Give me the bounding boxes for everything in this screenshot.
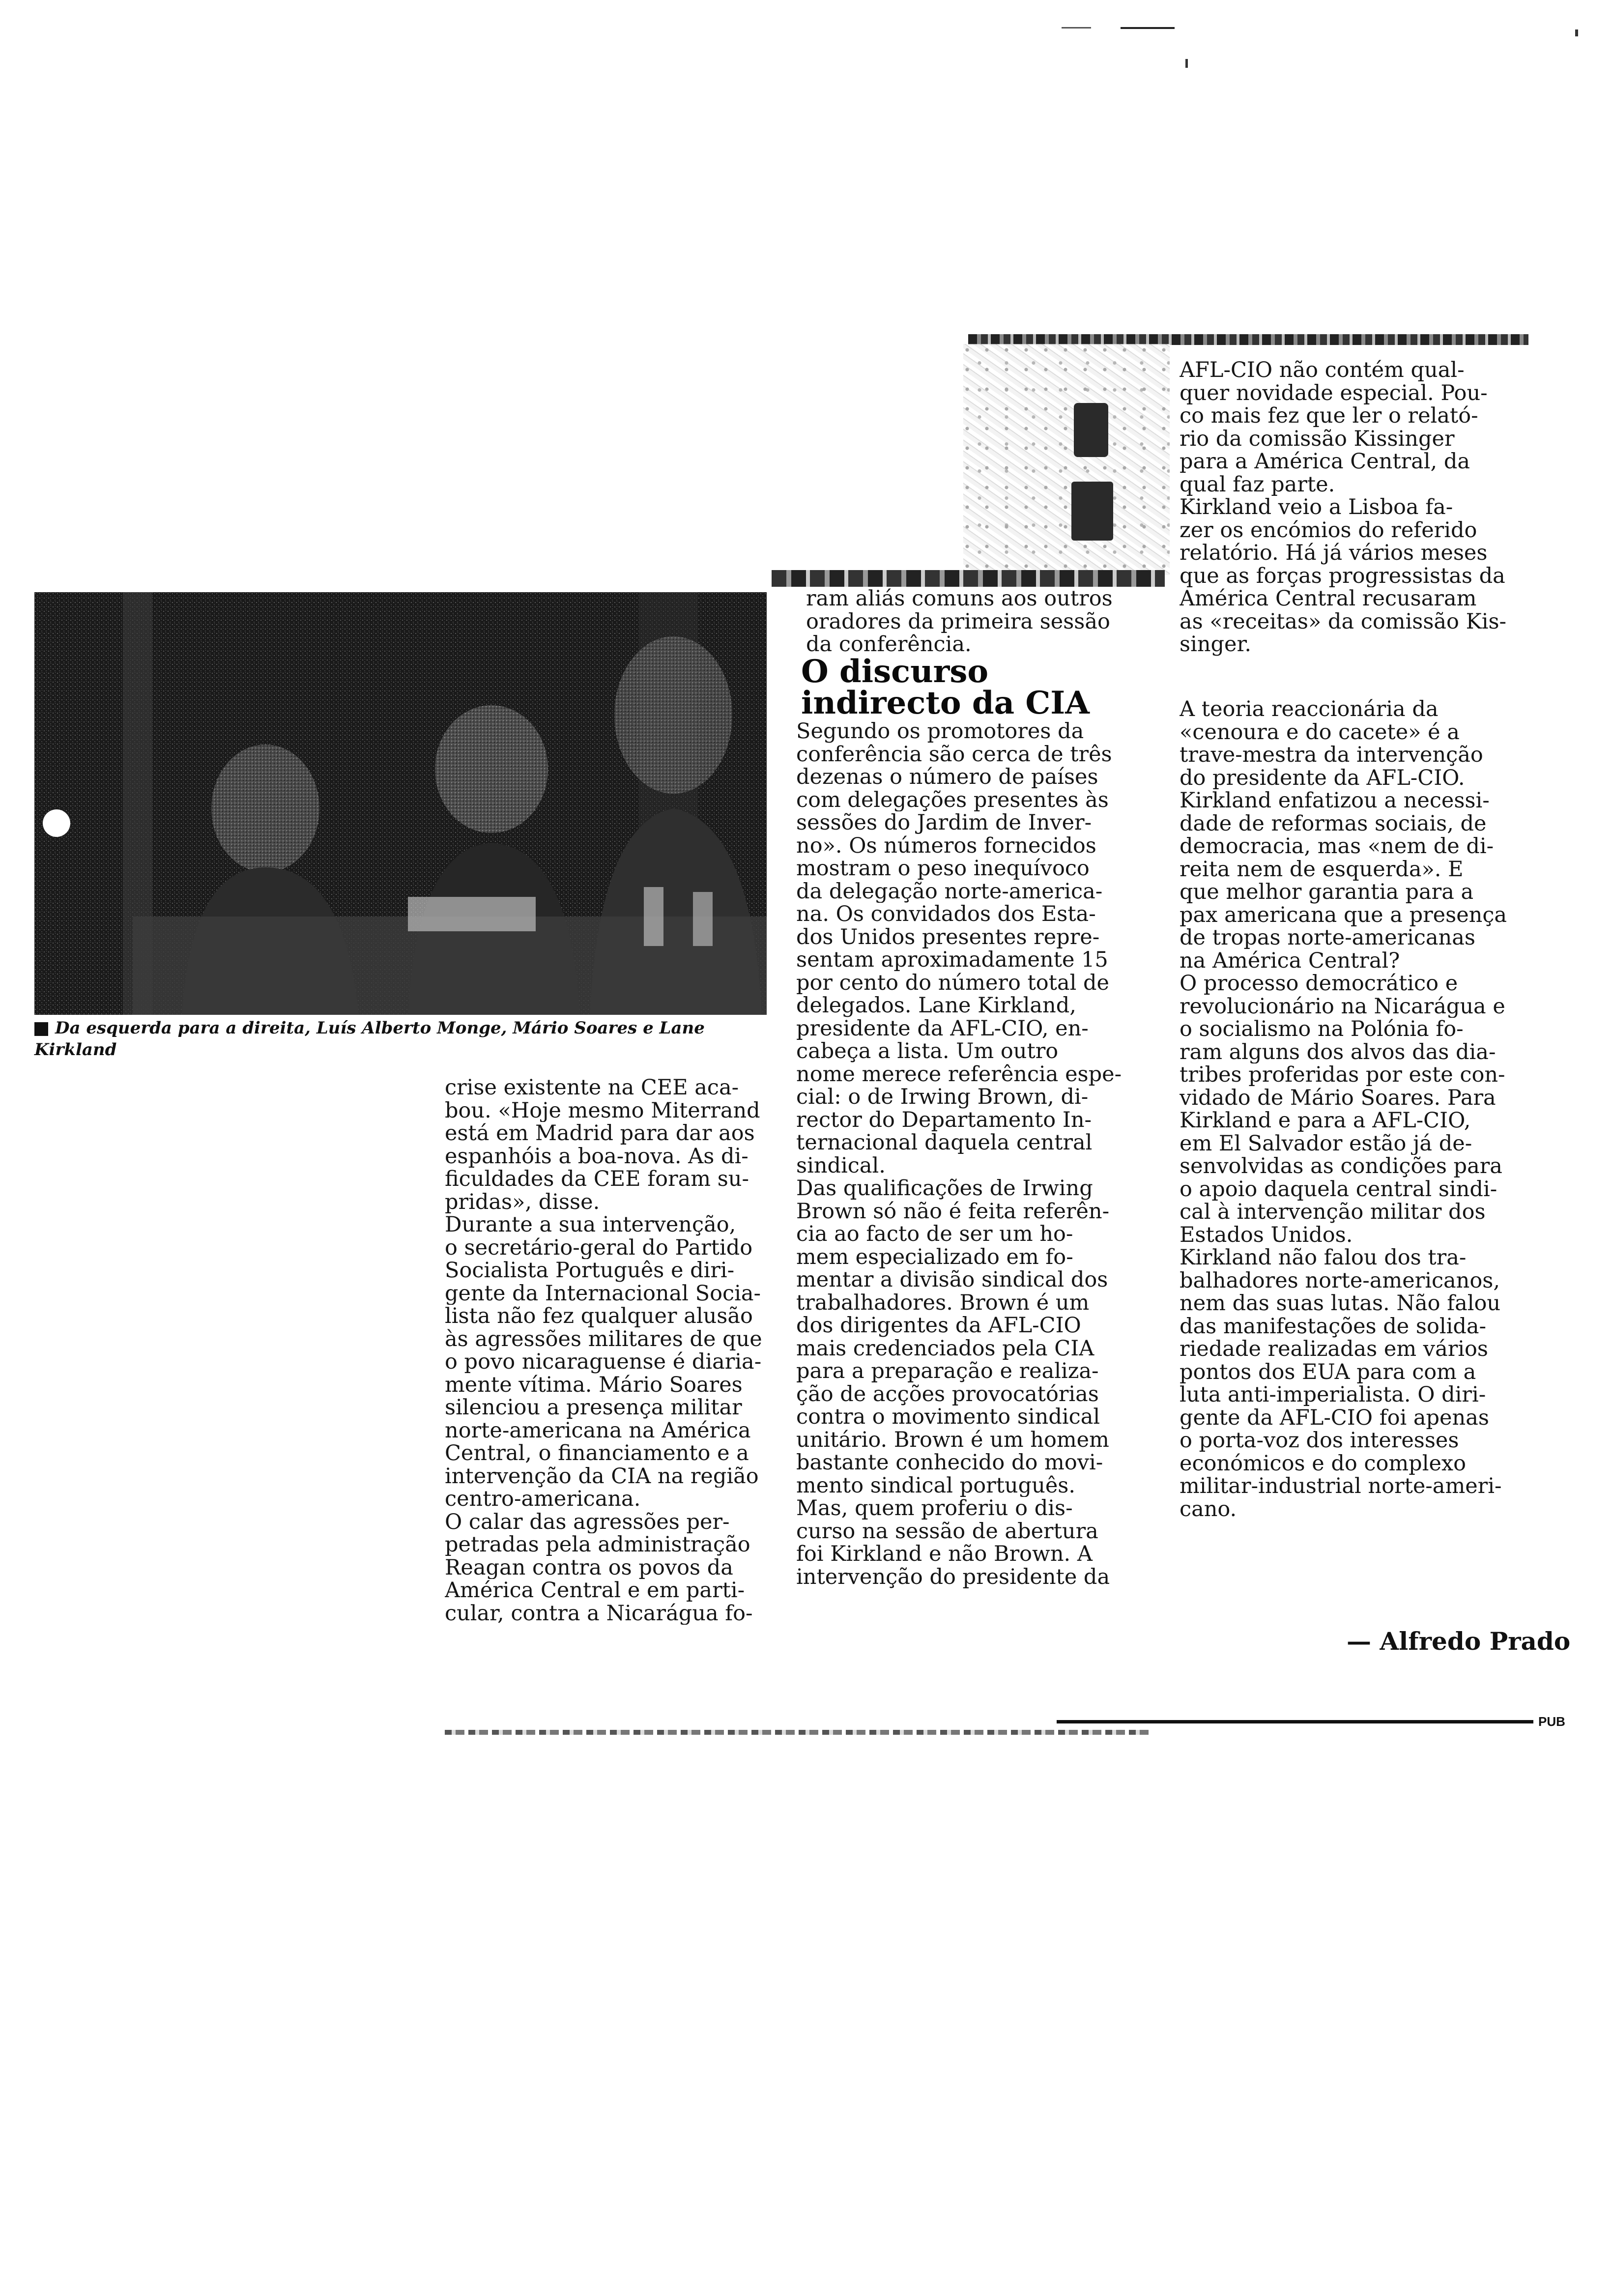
text-line: está em Madrid para dar aos bbox=[445, 1122, 755, 1145]
text-line: luta anti-imperialista. O diri- bbox=[1180, 1383, 1486, 1406]
text-line: sessões do Jardim de Inver- bbox=[796, 811, 1092, 834]
section-heading bbox=[801, 653, 1106, 721]
text-line: curso na sessão de abertura bbox=[796, 1520, 1098, 1543]
text-line: rector do Departamento In- bbox=[796, 1108, 1092, 1131]
text-line: espanhóis a boa-nova. As di- bbox=[445, 1145, 748, 1168]
text-line: nem das suas lutas. Não falou bbox=[1180, 1292, 1501, 1315]
text-line: pontos dos EUA para com a bbox=[1180, 1360, 1476, 1383]
text-line: cia ao facto de ser um ho- bbox=[796, 1223, 1073, 1246]
text-line: oradores da primeira sessão bbox=[806, 610, 1110, 633]
text-line: intervenção da CIA na região bbox=[445, 1464, 759, 1488]
text-line: o porta-voz dos interesses bbox=[1180, 1429, 1459, 1452]
text-line: dade de reformas sociais, de bbox=[1180, 812, 1487, 835]
text-line: mento sindical português. bbox=[796, 1474, 1076, 1497]
text-line: ção de acções provocatórias bbox=[796, 1382, 1099, 1406]
text-line: ram aliás comuns aos outros bbox=[806, 587, 1113, 610]
text-line: para a América Central, da bbox=[1180, 450, 1470, 473]
text-line: cal à intervenção militar dos bbox=[1180, 1201, 1486, 1224]
scan-mark-corner bbox=[1575, 29, 1578, 36]
text-line: América Central e em parti- bbox=[445, 1579, 745, 1602]
text-line: quer novidade especial. Pou- bbox=[1180, 381, 1488, 404]
bottom-rule-thick bbox=[1057, 1720, 1533, 1723]
text-line: das manifestações de solida- bbox=[1180, 1315, 1487, 1338]
text-line: da delegação norte-america- bbox=[796, 880, 1103, 903]
text-line: «cenoura e do cacete» é a bbox=[1180, 720, 1460, 744]
text-line: revolucionário na Nicarágua e bbox=[1180, 995, 1505, 1018]
text-line: mais credenciados pela CIA bbox=[796, 1337, 1094, 1360]
text-line: Mas, quem proferiu o dis- bbox=[796, 1497, 1073, 1520]
clipping-mid-edge bbox=[772, 570, 1165, 587]
column-top-right bbox=[1180, 359, 1524, 656]
text-line: qual faz parte. bbox=[1180, 473, 1335, 496]
text-line: o socialismo na Polónia fo- bbox=[1180, 1018, 1464, 1041]
text-line: zer os encómios do referido bbox=[1180, 518, 1477, 542]
text-line: na. Os convidados dos Esta- bbox=[796, 903, 1096, 926]
text-line: singer. bbox=[1180, 633, 1251, 656]
text-line: nome merece referência espe- bbox=[796, 1062, 1122, 1086]
text-line: vidado de Mário Soares. Para bbox=[1180, 1086, 1496, 1109]
text-line: cial: o de Irwing Brown, di- bbox=[796, 1086, 1089, 1109]
text-line: gente da Internacional Socia- bbox=[445, 1282, 761, 1305]
text-line: intervenção do presidente da bbox=[796, 1565, 1110, 1588]
text-line: às agressões militares de que bbox=[445, 1327, 762, 1350]
text-line: bou. «Hoje mesmo Miterrand bbox=[445, 1099, 760, 1122]
text-line: Durante a sua intervenção, bbox=[445, 1213, 736, 1236]
pub-label: PUB bbox=[1538, 1714, 1565, 1729]
text-line: América Central recusaram bbox=[1180, 587, 1477, 610]
photo-image bbox=[34, 592, 767, 1015]
text-line: o secretário-geral do Partido bbox=[445, 1236, 753, 1259]
text-line: pridas», disse. bbox=[445, 1190, 600, 1213]
text-line: relatório. Há já vários meses bbox=[1180, 542, 1488, 565]
text-line: balhadores norte-americanos, bbox=[1180, 1269, 1500, 1292]
text-line: de tropas norte-americanas bbox=[1180, 926, 1475, 949]
text-line: contra o movimento sindical bbox=[796, 1406, 1100, 1429]
text-line: rio da comissão Kissinger bbox=[1180, 427, 1455, 450]
text-line: co mais fez que ler o relató- bbox=[1180, 404, 1478, 428]
text-line: que as forças progressistas da bbox=[1180, 564, 1505, 587]
text-line: ram alguns dos alvos das dia- bbox=[1180, 1040, 1496, 1063]
text-line: lista não fez qualquer alusão bbox=[445, 1305, 753, 1328]
text-line: centro-americana. bbox=[445, 1488, 641, 1511]
text-line: cano. bbox=[1180, 1497, 1237, 1521]
text-line: Reagan contra os povos da bbox=[445, 1556, 733, 1579]
text-line: tribes proferidas por este con- bbox=[1180, 1063, 1505, 1087]
text-line: O processo democrático e bbox=[1180, 972, 1458, 995]
scan-mark-dot bbox=[1185, 59, 1188, 68]
text-line: A teoria reaccionária da bbox=[1180, 698, 1439, 721]
text-line: crise existente na CEE aca- bbox=[445, 1076, 739, 1099]
text-line: sentam aproximadamente 15 bbox=[796, 948, 1108, 972]
text-line: da conferência. bbox=[806, 633, 972, 656]
text-line: o povo nicaraguense é diaria- bbox=[445, 1350, 762, 1374]
text-line: do presidente da AFL-CIO. bbox=[1180, 766, 1465, 789]
text-line: Kirkland enfatizou a necessi- bbox=[1180, 789, 1490, 812]
column-middle bbox=[796, 720, 1150, 1588]
text-line: militar-industrial norte-ameri- bbox=[1180, 1475, 1502, 1498]
text-line: senvolvidas as condições para bbox=[1180, 1155, 1502, 1178]
text-line: mente vítima. Mário Soares bbox=[445, 1373, 743, 1396]
text-line: dos dirigentes da AFL-CIO bbox=[796, 1314, 1081, 1337]
scan-mark-top bbox=[1121, 27, 1175, 29]
text-line: Estados Unidos. bbox=[1180, 1223, 1353, 1246]
text-line: dos Unidos presentes repre- bbox=[796, 925, 1100, 948]
column-top-middle bbox=[806, 587, 1150, 656]
signature-text: Alfredo Prado bbox=[1380, 1627, 1571, 1656]
text-line: gente da AFL-CIO foi apenas bbox=[1180, 1406, 1489, 1429]
text-line: dezenas o número de países bbox=[796, 766, 1098, 789]
clipping-top-edge bbox=[968, 334, 1528, 345]
text-line: unitário. Brown é um homem bbox=[796, 1428, 1109, 1451]
text-line: em El Salvador estão já de- bbox=[1180, 1132, 1472, 1155]
text-line: Socialista Português e diri- bbox=[445, 1259, 735, 1282]
text-line: mem especializado em fo- bbox=[796, 1245, 1073, 1268]
text-line: pax americana que a presença bbox=[1180, 903, 1507, 926]
text-line: por cento do número total de bbox=[796, 971, 1109, 994]
bottom-edge-left bbox=[445, 1730, 1152, 1735]
text-line: com delegações presentes às bbox=[796, 788, 1109, 811]
signature-dash: — bbox=[1347, 1627, 1380, 1656]
photograph bbox=[34, 592, 767, 1015]
text-line: trabalhadores. Brown é um bbox=[796, 1291, 1090, 1314]
text-line: democracia, mas «nem de di- bbox=[1180, 835, 1494, 858]
text-line: mostram o peso inequívoco bbox=[796, 857, 1090, 880]
text-line: silenciou a presença militar bbox=[445, 1396, 742, 1419]
partial-letter-bottom bbox=[1071, 482, 1113, 541]
text-line: trave-mestra da intervenção bbox=[1180, 744, 1483, 767]
column-left bbox=[445, 1076, 794, 1625]
text-line: ternacional daquela central bbox=[796, 1131, 1093, 1154]
text-line: o apoio daquela central sindi- bbox=[1180, 1177, 1497, 1201]
text-line: económicos e do complexo bbox=[1180, 1452, 1467, 1475]
text-line: Kirkland veio a Lisboa fa- bbox=[1180, 496, 1453, 519]
speckled-block-top bbox=[963, 344, 1170, 575]
text-line: riedade realizadas em vários bbox=[1180, 1338, 1488, 1361]
text-line: Das qualificações de Irwing bbox=[796, 1177, 1093, 1200]
text-line: mentar a divisão sindical dos bbox=[796, 1268, 1108, 1292]
text-line: reita nem de esquerda». E bbox=[1180, 858, 1464, 881]
text-line: para a preparação e realiza- bbox=[796, 1360, 1099, 1383]
text-line: sindical. bbox=[796, 1154, 886, 1177]
text-line: no». Os números fornecidos bbox=[796, 834, 1096, 857]
text-line: presidente da AFL-CIO, en- bbox=[796, 1017, 1089, 1040]
text-line: delegados. Lane Kirkland, bbox=[796, 994, 1076, 1017]
partial-letter-top bbox=[1074, 403, 1108, 457]
text-line: bastante conhecido do movi- bbox=[796, 1451, 1103, 1474]
text-line: foi Kirkland e não Brown. A bbox=[796, 1543, 1093, 1566]
photo-caption bbox=[34, 1017, 786, 1071]
section-heading-text: O discurso indirecto da CIA bbox=[801, 653, 1090, 721]
text-line: O calar das agressões per- bbox=[445, 1510, 730, 1533]
caption-text: Da esquerda para a direita, Luís Alberto Monge, Mário Soares e Lane Kirkland bbox=[34, 1018, 705, 1060]
text-line: Kirkland não falou dos tra- bbox=[1180, 1246, 1467, 1269]
text-line: norte-americana na América bbox=[445, 1419, 751, 1442]
text-line: AFL-CIO não contém qual- bbox=[1180, 359, 1465, 382]
text-line: que melhor garantia para a bbox=[1180, 881, 1474, 904]
text-line: cular, contra a Nicarágua fo- bbox=[445, 1602, 753, 1625]
author-signature bbox=[1347, 1627, 1578, 1656]
text-line: cabeça a lista. Um outro bbox=[796, 1040, 1059, 1063]
text-line: Kirkland e para a AFL-CIO, bbox=[1180, 1109, 1471, 1132]
text-line: petradas pela administração bbox=[445, 1533, 750, 1556]
text-line: ficuldades da CEE foram su- bbox=[445, 1168, 749, 1191]
text-line: conferência são cerca de três bbox=[796, 743, 1112, 766]
text-line: as «receitas» da comissão Kis- bbox=[1180, 610, 1507, 633]
text-line: Brown só não é feita referên- bbox=[796, 1200, 1110, 1223]
column-right bbox=[1180, 698, 1533, 1521]
text-line: na América Central? bbox=[1180, 949, 1400, 972]
text-line: Segundo os promotores da bbox=[796, 720, 1084, 743]
scan-mark-top-2 bbox=[1062, 27, 1091, 29]
caption-marker bbox=[34, 1022, 48, 1036]
text-line: Central, o financiamento e a bbox=[445, 1442, 749, 1465]
